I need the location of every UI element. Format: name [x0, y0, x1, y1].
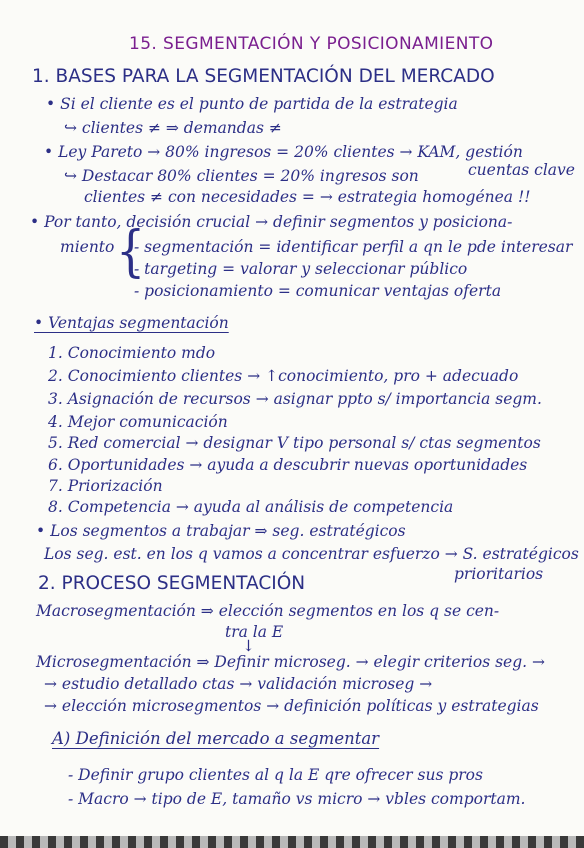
section-heading-bases: 1. BASES PARA LA SEGMENTACIÓN DEL MERCADO: [32, 66, 495, 87]
note-line: • Los segmentos a trabajar ⇒ seg. estratégicos: [36, 522, 406, 540]
curly-brace: {: [116, 218, 146, 284]
note-line: ↪ Destacar 80% clientes = 20% ingresos son: [64, 167, 419, 185]
note-line: Macrosegmentación ⇒ elección segmentos en los q se cen-: [36, 602, 500, 620]
list-item: 1. Conocimiento mdo: [48, 344, 216, 362]
list-item: 4. Mejor comunicación: [48, 413, 228, 431]
list-item: 8. Competencia → ayuda al análisis de competencia: [48, 498, 454, 516]
list-item: 5. Red comercial → designar Ⅴ tipo personal s/ ctas segmentos: [48, 434, 541, 452]
note-line: miento: [60, 238, 115, 256]
list-item: 6. Oportunidades → ayuda a descubrir nuevas oportunidades: [48, 456, 528, 474]
paper-edge: [0, 836, 584, 848]
note-line: • Si el cliente es el punto de partida de la estrategia: [46, 95, 458, 113]
note-line: Los seg. est. en los q vamos a concentrar esfuerzo → S. estratégicos: [44, 545, 579, 563]
list-item: 2. Conocimiento clientes → ↑conocimiento, pro + adecuado: [48, 367, 519, 385]
note-line: - segmentación = identificar perfil a qn le pde interesar: [134, 238, 573, 256]
note-line: clientes ≠ con necesidades = → estrategia homogénea !!: [84, 188, 531, 206]
list-item: 3. Asignación de recursos → asignar ppto s/ importancia segm.: [48, 390, 542, 408]
note-line: - posicionamiento = comunicar ventajas oferta: [134, 282, 502, 300]
note-line: - Definir grupo clientes al q la E qre ofrecer sus pros: [68, 766, 483, 784]
note-line: • Por tanto, decisión crucial → definir segmentos y posiciona-: [30, 213, 513, 231]
note-line: → elección microsegmentos → definición políticas y estrategias: [44, 697, 539, 715]
down-arrow: ↓: [242, 637, 255, 655]
note-line: ↪ clientes ≠ ⇒ demandas ≠: [64, 119, 282, 137]
note-line: prioritarios: [454, 565, 544, 583]
note-line: - targeting = valorar y seleccionar público: [134, 260, 468, 278]
subheading-ventajas: • Ventajas segmentación: [34, 314, 229, 332]
note-line: → estudio detallado ctas → validación microseg →: [44, 675, 433, 693]
page-title: 15. SEGMENTACIÓN Y POSICIONAMIENTO: [129, 34, 494, 54]
note-line: tra la E: [225, 623, 284, 641]
note-line: cuentas clave: [468, 161, 575, 179]
note-line: • Ley Pareto → 80% ingresos = 20% clientes → KAM, gestión: [44, 143, 523, 161]
subheading-definicion: A) Definición del mercado a segmentar: [52, 729, 380, 748]
note-line: - Macro → tipo de E, tamaño vs micro → vbles comportam.: [68, 790, 526, 808]
section-heading-proceso: 2. PROCESO SEGMENTACIÓN: [38, 573, 306, 594]
note-line: Microsegmentación ⇒ Definir microseg. → elegir criterios seg. →: [36, 653, 545, 671]
list-item: 7. Priorización: [48, 477, 163, 495]
